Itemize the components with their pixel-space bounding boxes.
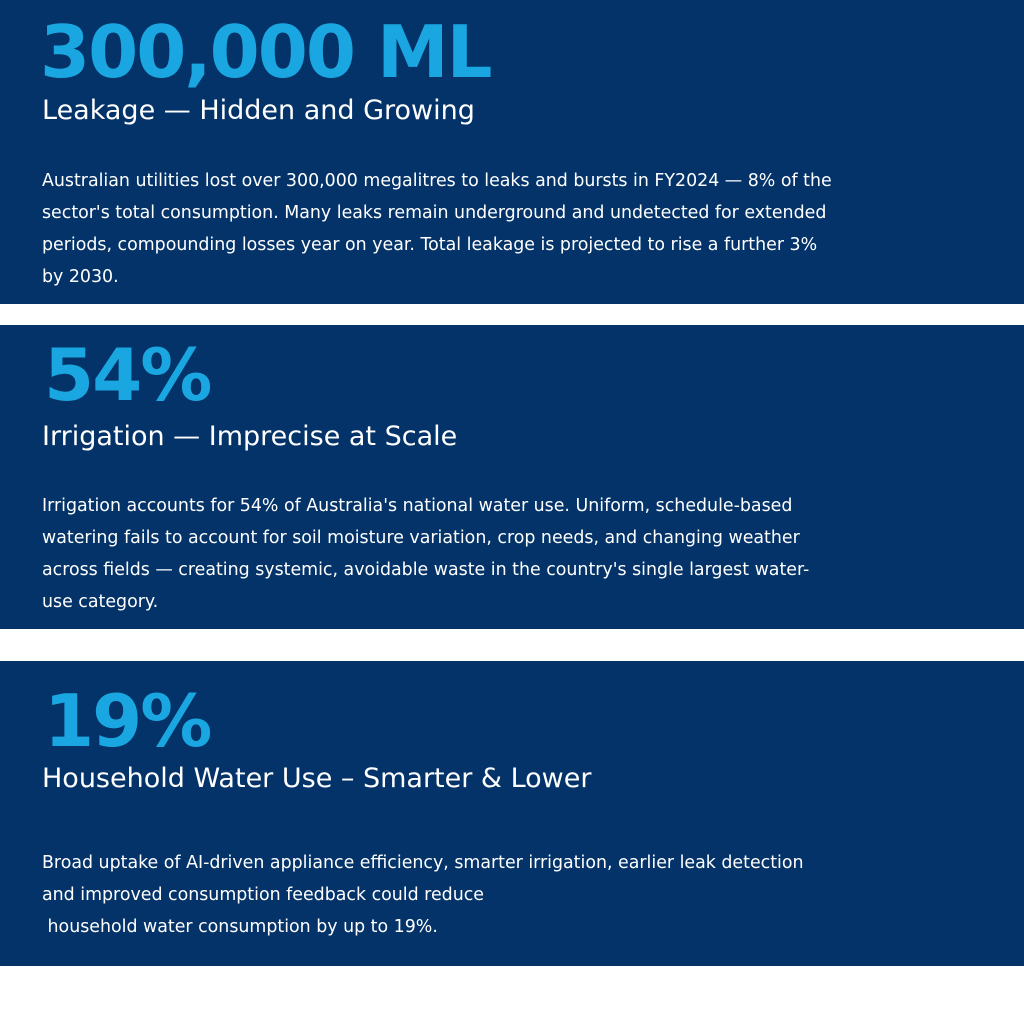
irrigation-card	[0, 325, 1024, 629]
irrigation-description-line: across fields — creating systemic, avoidable waste in the country's single largest water-	[42, 560, 810, 580]
household-description-line: and improved consumption feedback could reduce	[42, 885, 484, 905]
leakage-stat: 300,000 ML	[40, 10, 491, 94]
irrigation-description-line: watering fails to account for soil moisture variation, crop needs, and changing weather	[42, 528, 800, 548]
irrigation-description	[42, 490, 987, 618]
irrigation-heading: Irrigation — Imprecise at Scale	[42, 421, 458, 452]
household-description-line: Broad uptake of AI-driven appliance efficiency, smarter irrigation, earlier leak detection	[42, 853, 804, 873]
household-heading: Household Water Use – Smarter & Lower	[42, 763, 592, 794]
household-description-line: household water consumption by up to 19%.	[42, 917, 438, 937]
household-stat: 19%	[44, 679, 211, 763]
leakage-description	[42, 165, 987, 293]
irrigation-description-line: Irrigation accounts for 54% of Australia's national water use. Uniform, schedule-based	[42, 496, 793, 516]
household-description	[42, 847, 987, 943]
irrigation-description-line: use category.	[42, 592, 159, 612]
leakage-heading: Leakage — Hidden and Growing	[42, 95, 475, 126]
leakage-description-line: sector's total consumption. Many leaks remain underground and undetected for extended	[42, 203, 827, 223]
leakage-description-line: Australian utilities lost over 300,000 megalitres to leaks and bursts in FY2024 — 8% of the	[42, 171, 832, 191]
household-card	[0, 661, 1024, 966]
leakage-description-line: periods, compounding losses year on year. Total leakage is projected to rise a further 3%	[42, 235, 818, 255]
leakage-card	[0, 0, 1024, 304]
leakage-description-line: by 2030.	[42, 267, 119, 287]
irrigation-stat: 54%	[44, 333, 211, 417]
